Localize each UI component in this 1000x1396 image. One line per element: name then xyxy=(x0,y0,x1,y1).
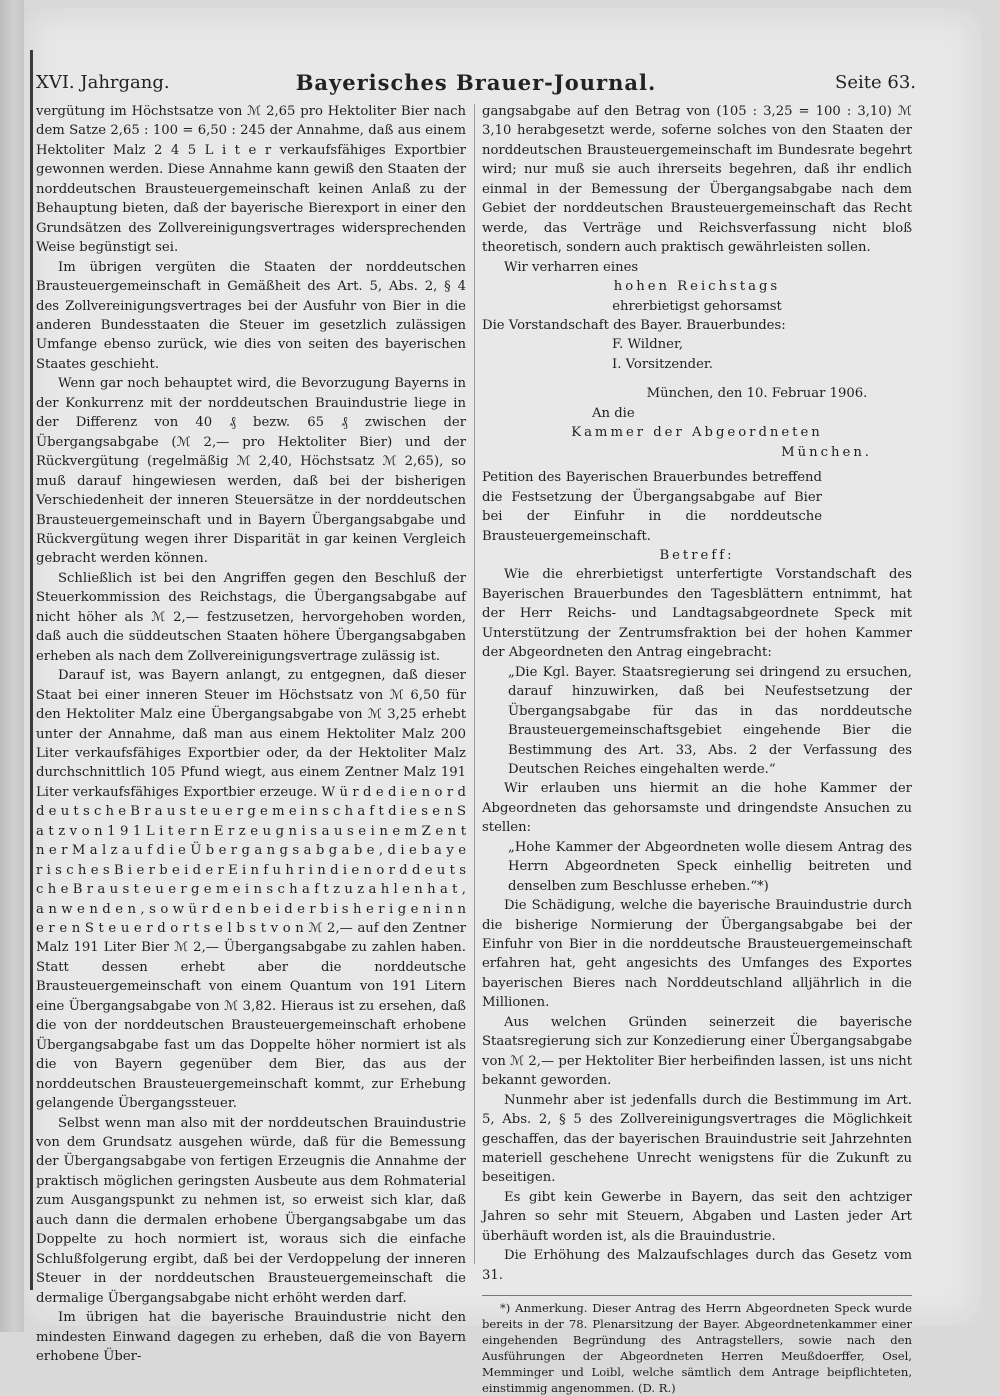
paragraph: Im übrigen hat die bayerische Brauindustrie nicht den mindesten Einwand dagegen zu erheben, daß die von Bayern erhobene Über- xyxy=(36,1310,466,1364)
footnote: *) Anmerkung. Dieser Antrag des Herrn Abgeordneten Speck wurde bereits in der 78. Plenarsitzung der Bayer. Abgeordnetenkammer einer eingehenden Begründung des Antragstellers, sowie nach den Ausführungen der Abgeordneten Herren Meußdoerffer, Osel, Memminger und Loibl, welche sämtlich dem Antrage beipflichteten, einstimmig angenommen. (D. R.) xyxy=(482,1301,912,1396)
right-column xyxy=(482,102,912,1396)
page-number: Seite 63. xyxy=(835,72,916,93)
paragraph: Aus welchen Gründen seinerzeit die bayerische Staatsregierung sich zur Konzedierung einer Übergangsabgabe von ℳ 2,— per Hektoliter Bier herbeifinden lassen, ist uns nicht bekannt geworden. xyxy=(482,1014,912,1089)
signature-line: ehrerbietigst gehorsamst xyxy=(612,298,782,314)
paragraph: Im übrigen vergüten die Staaten der norddeutschen Brausteuergemeinschaft in Gemäßheit des Art. 5, Abs. 2, § 4 des Zollvereinigungsvertrages bei der Ausfuhr von Bier in die anderen Bundesstaaten die Steuer im gesetzlich zulässigen Umfange ebenso zurück, wie dies von seiten des bayerischen Staates geschieht. xyxy=(36,259,466,372)
signatory-title: I. Vorsitzender. xyxy=(612,356,713,372)
paragraph: Schließlich ist bei den Angriffen gegen den Beschluß der Steuerkommission des Reichstags, die Übergangsabgabe auf nicht höher als ℳ 2,— festzusetzen, hervorgehoben worden, daß auch die süddeutschen Staaten höhere Übergangsabgaben erheben als nach dem Zollvereinigungsvertrage zulässig ist. xyxy=(36,570,466,664)
letter-date: München, den 10. Februar 1906. xyxy=(646,386,868,402)
binding-edge-line xyxy=(30,50,33,1290)
paragraph: Die Erhöhung des Malzaufschlages durch das Gesetz vom 31. xyxy=(482,1248,912,1283)
paragraph: Wir erlauben uns hiermit an die hohe Kammer der Abgeordneten das gehorsamste und dringendste Ansuchen zu stellen: xyxy=(482,781,912,836)
paragraph: Wenn gar noch behauptet wird, die Bevorzugung Bayerns in der Konkurrenz mit der norddeutschen Brauindustrie liege in der Differenz von 40 ₰ bezw. 65 ₰ zwischen der Übergangsabgabe (ℳ 2,— pro Hektoliter Bier) und der Rückvergütung (regelmäßig ℳ 2,40, Höchstsatz ℳ 2,65), so muß darauf hingewiesen werden, daß bei der bisherigen Verschiedenheit der inneren Steuersätze in der norddeutschen Brausteuergemeinschaft und in Bayern Übergangsabgabe und Rückvergütung wegen ihrer Disparität in gar keinen Vergleich gebracht werden können. xyxy=(36,376,466,567)
paragraph: Darauf ist, was Bayern anlangt, zu entgegnen, daß dieser Staat bei einer inneren Steuer im Höchstsatz von ℳ 6,50 für den Hektoliter Malz eine Übergangsabgabe von ℳ 3,25 erhebt unter der Annahme, daß man aus einem Hektoliter Malz 200 Liter verkaufsfähiges Exportbier oder, da der Hektoliter Malz durchschnittlich 105 Pfund wiegt, aus einem Zentner Malz 191 Liter verkaufsfähiges Exportbier erzeuge. W ü r d e d i e n o r d d e u t s c h e B r a u s t e u e r g e m e i n s c h a f t d i e s e n S a t z v o n 1 9 1 L i t e r n E r z e u g n i s a u s e i n e m Z e n t n e r M a l z a u f d i e Ü b e r g a n g s a b g a b e , d i e b a y e r i s c h e s B i e r b e i d e r E i n f u h r i n d i e n o r d d e u t s c h e B r a u s t e u e r g e m e i n s c h a f t z u z a h l e n h a t , a n w e n d e n , s o w ü r d e n b e i d e r b i s h e r i g e n i n n e r e n S t e u e r d o r t s e l b s t v o n ℳ 2,— auf den Zentner Malz 191 Liter Bier ℳ 2,— Übergangsabgabe zu zahlen haben. Statt dessen erhebt aber die norddeutsche Brausteuergemeinschaft von einem Quantum von 191 Litern eine Übergangsabgabe von ℳ 3,82. Hieraus ist zu ersehen, daß die von der norddeutschen Brausteuergemeinschaft erhobene Übergangsabgabe fast um das Doppelte höher normiert ist als die von Bayern gegenüber dem Bier, das aus der norddeutschen Brausteuergemeinschaft kommt, zur Erhebung gelangende Übergangssteuer. xyxy=(36,668,466,1112)
signature-line: hohen Reichstags xyxy=(613,279,781,295)
left-column xyxy=(36,102,466,1366)
paragraph: Die Schädigung, welche die bayerische Brauindustrie durch die bisherige Normierung der Übergangsabgabe bei der Einfuhr von Bier in die norddeutsche Brausteuergemeinschaft erfahren hat, geht angesichts des Umfanges des Exportes bayerischen Bieres nach Norddeutschland alljährlich in die Millionen. xyxy=(482,898,912,1011)
journal-title: Bayerisches Brauer-Journal. xyxy=(295,70,657,95)
footnote-rule xyxy=(482,1295,912,1296)
paragraph: vergütung im Höchstsatze von ℳ 2,65 pro Hektoliter Bier nach dem Satze 2,65 : 100 = 6,50 : 245 der Annahme, daß aus einem Hektoliter Malz 2 4 5 L i t e r verkaufsfähiges Exportbier gewonnen werden. Diese Annahme kann gewiß den Staaten der norddeutschen Brausteuergemeinschaft keinen Anlaß zu der Behauptung bieten, daß der bayerische Bierexport in einer den Grundsätzen des Zollvereinigungsvertrages widersprechenden Weise begünstigt sei. xyxy=(36,104,466,256)
paragraph: Selbst wenn man also mit der norddeutschen Brauindustrie von dem Grundsatz ausgehen würde, daß für die Bemessung der Übergangsabgabe von fertigen Erzeugnis die Annahme der praktisch möglichen geringsten Ausbeute aus dem Rohmaterial zum Ausgangspunkt zu nehmen ist, so erweist sich klar, daß auch dann die dermalen erhobene Übergangsabgabe um das Doppelte zu hoch normiert ist, woraus sich die einfache Schlußfolgerung ergibt, daß bei der Verdoppelung der inneren Steuer in der norddeutschen Brausteuergemeinschaft die dermalige Übergangsabgabe nicht erhöht werden darf. xyxy=(36,1115,466,1306)
paragraph: Wie die ehrerbietigst unterfertigte Vorstandschaft des Bayerischen Brauerbundes den Tagesblättern entnimmt, hat der Herr Reichs- und Landtagsabgeordnete Speck mit Unterstützung der Zentrumsfraktion bei der hohen Kammer der Abgeordneten den Antrag eingebracht: xyxy=(482,567,912,661)
page-header xyxy=(36,66,916,100)
book-gutter xyxy=(0,0,24,1332)
address-line: München. xyxy=(781,444,872,460)
paragraph: Wir verharren eines xyxy=(504,259,639,275)
volume-label: XVI. Jahrgang. xyxy=(36,72,170,93)
signatory-name: F. Wildner, xyxy=(612,337,684,353)
quoted-request: „Hohe Kammer der Abgeordneten wolle diesem Antrag des Herrn Abgeordneten Speck einhellig beitreten und denselben zum Beschlusse erheben.“*) xyxy=(508,839,912,894)
subject-label: Betreff: xyxy=(659,547,735,563)
quoted-motion: „Die Kgl. Bayer. Staatsregierung sei dringend zu ersuchen, darauf hinzuwirken, daß bei Neufestsetzung der Übergangsabgabe für das in das norddeutsche Brausteuergemeinschaftsgebiet eingehende Bier die Bestimmung des Art. 33, Abs. 2 der Verfassung des Deutschen Reiches eingehalten werde.“ xyxy=(508,664,912,777)
paragraph: Es gibt kein Gewerbe in Bayern, das seit den achtziger Jahren so sehr mit Steuern, Abgaben und Lasten jeder Art überhäuft worden ist, als die Brauindustrie. xyxy=(482,1189,912,1244)
address-line: Kammer der Abgeordneten xyxy=(571,425,823,441)
paragraph: gangsabgabe auf den Betrag von (105 : 3,25 = 100 : 3,10) ℳ 3,10 herabgesetzt werde, soferne solches von den Staaten der norddeutschen Brausteuergemeinschaft im Bundesrate begehrt wird; nur muß sie auch ihrerseits begehren, daß ihr endlich einmal in der Bemessung der Übergangsabgabe nach dem Gebiet der norddeutschen Brausteuergemeinschaft das Recht werde, das Verträge und Reichsverfassung nicht bloß theoretisch, sondern auch praktisch gewährleisten sollen. xyxy=(482,104,912,256)
paragraph: Nunmehr aber ist jedenfalls durch die Bestimmung im Art. 5, Abs. 2, § 5 des Zollvereinigungsvertrages die Möglichkeit geschaffen, das der bayerischen Brauindustrie seit Jahrzehnten materiell geschehene Unrecht wenigstens für die Zukunft zu beseitigen. xyxy=(482,1092,912,1186)
column-divider xyxy=(474,104,475,1264)
address-line: An die xyxy=(592,405,635,421)
signature-line: Die Vorstandschaft des Bayer. Brauerbundes: xyxy=(482,317,786,333)
petition-title: Petition des Bayerischen Brauerbundes betreffend die Festsetzung der Übergangsabgabe auf Bier bei der Einfuhr in die norddeutsche Brausteuergemeinschaft. xyxy=(482,470,822,544)
